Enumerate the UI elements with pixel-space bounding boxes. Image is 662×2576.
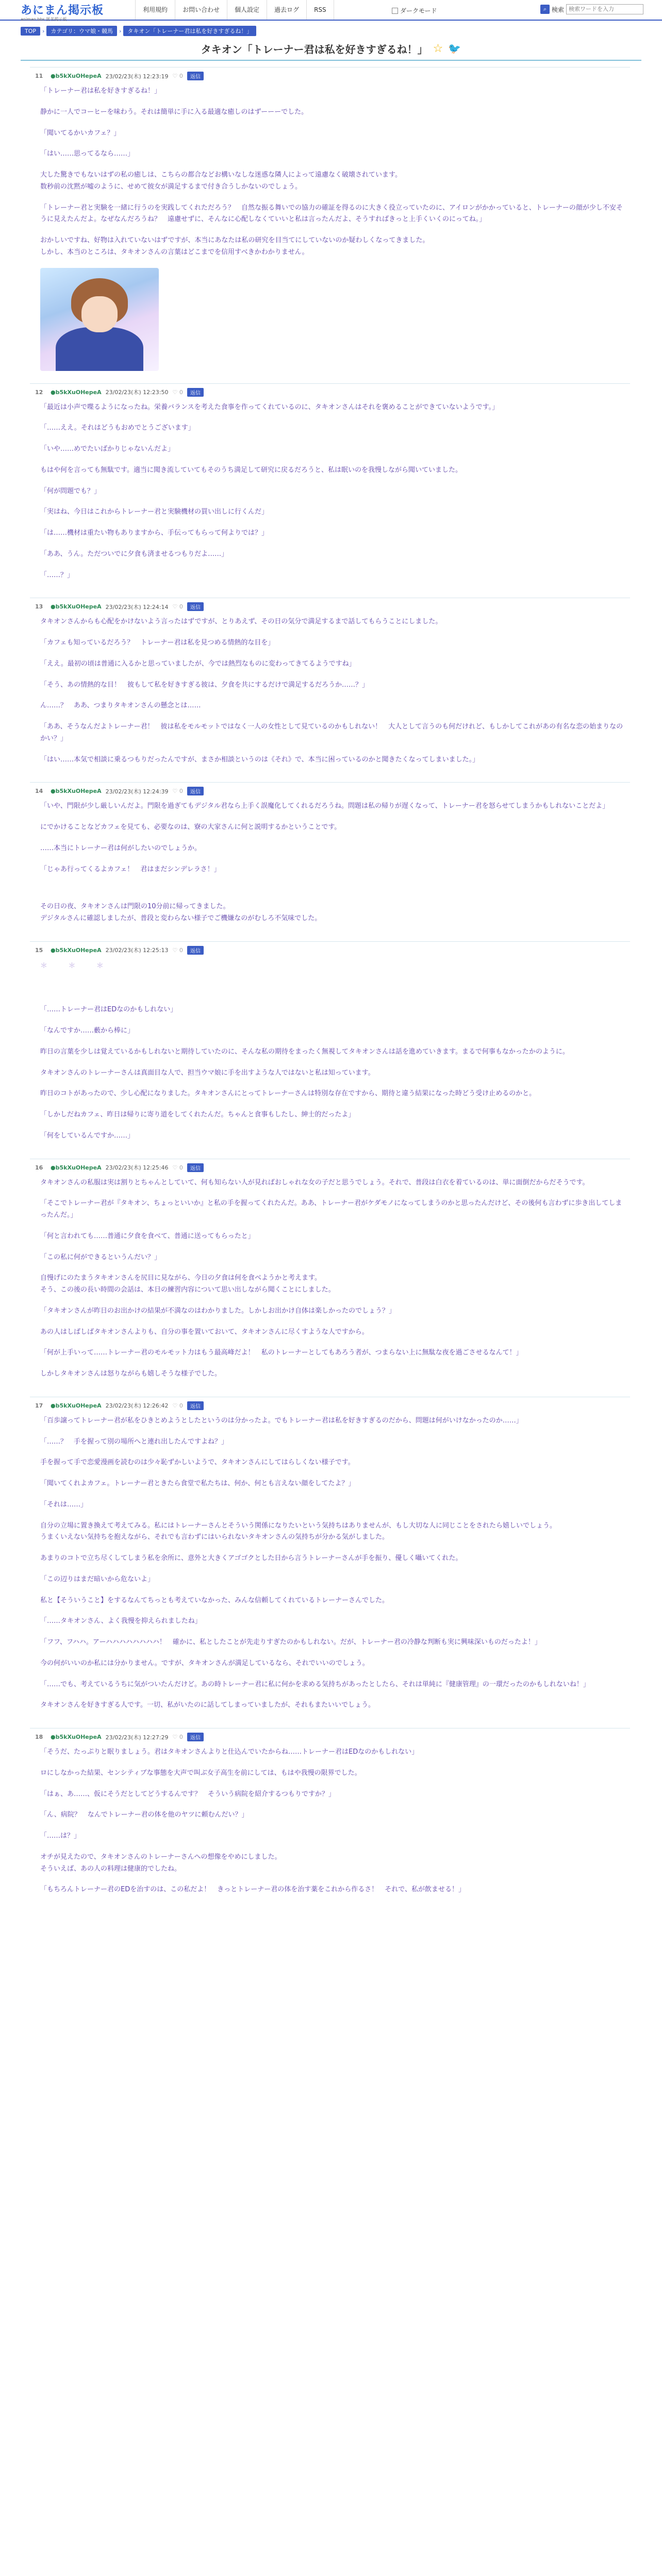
post-author[interactable]: ●b5kXuOHepeA — [51, 73, 102, 79]
dark-mode-checkbox[interactable] — [392, 8, 398, 14]
post-paragraph: 「聞いてくれよカフェ。トレーナー君ときたら食堂で私たちは、何か、何とも言えない顔をしてたよ？」 — [40, 1480, 355, 1487]
post-header — [35, 946, 625, 955]
post-body — [35, 1747, 625, 1896]
site-logo[interactable] — [21, 2, 104, 22]
post-paragraph: タキオンさんの私服は実は割りとちゃんとしていて、何も知らない人が見ればおしゃれな女の子だと思うでしょう。それで、普段は白衣を着ているのは、単に面倒だからだそうです。 — [40, 1178, 589, 1187]
post-header — [35, 787, 625, 795]
post-paragraph: 「いや、門限が少し厳しいんだよ。門限を過ぎてもデジタル君なら上手く誤魔化してくれるだろうね。問題は私の帰りが遅くなって、トレーナー君を怒らせてしまうかもしれないことだよ」 — [40, 802, 609, 810]
post-paragraph: しかしタキオンさんは怒りながらも嬉しそうな様子でした。 — [40, 1370, 222, 1378]
post — [30, 1397, 630, 1728]
post — [30, 598, 630, 782]
reply-button[interactable]: 返信 — [187, 1401, 204, 1410]
post-paragraph: 自慢げにのたまうタキオンさんを尻目に見ながら、今日の夕食は何を食べようかと考えます。 そう、この後の長い時間の会話は、本日の練習内容について思い出しながら聞くことにしました。 — [40, 1274, 335, 1294]
post-paragraph: ん……？ ああ、つまりタキオンさんの懸念とは…… — [40, 702, 201, 710]
post-paragraph: 「もちろんトレーナー君のEDを治すのは、この私だよ！ きっとトレーナー君の体を治す薬をこれから作るさ！ それで、私が飲ませる！」 — [40, 1886, 465, 1894]
post-paragraph: 静かに一人でコーヒーを味わう。それは簡単に手に入る最適な癒しのはずーーーでした。 — [40, 108, 308, 116]
search-box — [540, 4, 643, 14]
post-paragraph: 「タキオンさんが昨日のお出かけの結果が不満なのはわかりました。しかしお出かけ自体は楽しかったのでしょう？」 — [40, 1307, 396, 1315]
post-paragraph: 「何が上手いって……トレーナー君のモルモット力はもう最高峰だよ！ 私のトレーナーとしてもあろう者が、つまらない上に無駄な夜を過ごさせるなんて！」 — [40, 1349, 523, 1357]
like-button[interactable]: ♡ 0 — [172, 388, 183, 396]
logo-subtext: animan bbs 匿名掲示板 — [21, 17, 67, 22]
post-author[interactable]: ●b5kXuOHepeA — [51, 1734, 102, 1740]
reply-button[interactable]: 返信 — [187, 1733, 204, 1741]
post-paragraph: あまりのコトで立ち尽くしてしまう私を余所に、意外と大きくアゴゴクとした日から言うトレーナーさんが手を振り、優しく囁いてくれた。 — [40, 1554, 462, 1562]
post-paragraph: 「そう、あの情熱的な目！ 彼もして私を好きすぎる彼は、夕食を共にするだけで満足するだろうか……？」 — [40, 681, 369, 689]
post-number: 15 — [35, 946, 43, 954]
post-author[interactable]: ●b5kXuOHepeA — [51, 1402, 102, 1409]
post-author[interactable]: ●b5kXuOHepeA — [51, 946, 102, 954]
post-body — [35, 1415, 625, 1711]
post-header — [35, 1401, 625, 1410]
image-figure-face — [81, 296, 118, 332]
twitter-share-icon[interactable]: 🐦 — [448, 42, 461, 55]
post-paragraph: 「ああ、そうなんだよトレーナー君！ 彼は私をモルモットではなく一人の女性として見ているのかもしれない！ 大人として言うのも何だけれど、もしかしてこれがあの有名な恋の始まりなのかい？」 — [40, 723, 623, 742]
reply-button[interactable]: 返信 — [187, 72, 204, 80]
site-header — [0, 0, 662, 21]
post-paragraph: オチが見えたので、タキオンさんのトレーナーさんへの想像をやめにしました。 そういえば、あの人の料理は健康的でしたね。 — [40, 1853, 282, 1873]
post-paragraph: 「……トレーナー君はEDなのかもしれない」 — [40, 1006, 177, 1014]
post-paragraph: 昨日の言葉を少しは覚えているかもしれないと期待していたのに、そんな私の期待をまったく無視してタキオンさんは話を進めていきます。まるで何事もなかったかのように。 — [40, 1047, 569, 1056]
post-paragraph: 「百歩譲ってトレーナー君が私をひきとめようとしたというのは分かったよ。でもトレーナー君は私を好きすぎるのだから、問題は何がいけなかったのか……」 — [40, 1416, 523, 1425]
post-paragraph: その日の夜、タキオンさんは門限の10分前に帰ってきました。 デジタルさんに確認しましたが、普段と変わらない様子でご機嫌なのがむしろ不気味でした。 — [40, 903, 322, 922]
post-body — [35, 801, 625, 875]
post — [30, 1159, 630, 1397]
post-paragraph: 「聞いてるかいカフェ？」 — [40, 129, 121, 137]
post-list — [30, 67, 630, 1912]
post-date: 23/02/23(木) 12:24:39 — [105, 788, 169, 795]
post-paragraph: 「……ええ。それはどうもおめでとうございます」 — [40, 424, 195, 432]
post-paragraph: 「何をしているんですか……」 — [40, 1131, 135, 1140]
post-paragraph: 「最近は小声で喋るようになったね。栄養バランスを考えた食事を作ってくれているのに、タキオンさんはそれを褒めることができていないようです。」 — [40, 403, 499, 411]
post-author[interactable]: ●b5kXuOHepeA — [51, 788, 102, 795]
post — [30, 782, 630, 892]
post-image[interactable] — [40, 268, 159, 371]
post — [30, 383, 630, 598]
section-break: ＊ ＊ ＊ — [40, 961, 113, 970]
post-number: 17 — [35, 1402, 43, 1409]
reply-button[interactable]: 返信 — [187, 787, 204, 795]
post-paragraph: 「トレーナー君と実験を一緒に行うのを実践してくれただろう？ 自然な振る舞いでの協力の確証を得るのに大きく役立っていたのに、アイロンがかかっていると、トレーナーの顔が少し不安そうに見えたんだよ。なぜなんだろうね？ 遠慮せずに、そんなに心配しなくていいと私は言ったんだよ、そうすればきっと上手くいくのにってね。」 — [40, 204, 623, 224]
reply-button[interactable]: 返信 — [187, 1163, 204, 1172]
post-paragraph: 「……？」 — [40, 571, 74, 579]
reply-button[interactable]: 返信 — [187, 602, 204, 611]
post-paragraph: もはや何を言っても無駄です。適当に聞き流していてもそのうち満足して研究に戻るだろうと、私は眠いのを我慢しながら聞いていました。 — [40, 466, 462, 474]
post-paragraph: 「しかしだねカフェ、昨日は帰りに寄り道をしてくれたんだ。ちゃんと食事もしたし、紳士的だったよ」 — [40, 1111, 355, 1118]
post-paragraph: タキオンさんからも心配をかけないよう言ったはずですが、とりあえず、その日の気分で満足するまで話してもらうことにしました。 — [40, 618, 442, 626]
post-paragraph: 手を握って手で恋愛漫画を読むのは少々恥ずかしいようで、タキオンさんにしてはらしくない様子です。 — [40, 1459, 355, 1467]
post-paragraph: おかしいですね、好物は入れていないはずですが、本当にあなたは私の研究を目当てにしていないのか疑わしくなってきました。 しかし、本当のところは、タキオンさんの言葉はどこまでを信用すべきかわかりません。 — [40, 236, 429, 256]
post-paragraph: ……本当にトレーナー君は何がしたいのでしょうか。 — [40, 844, 202, 852]
breadcrumb-thread[interactable]: タキオン「トレーナー君は私を好きすぎるね！」 — [123, 26, 256, 36]
post-number: 13 — [35, 603, 43, 611]
post-paragraph: 「……でも、考えているうちに気がついたんだけど。あの時トレーナー君に私に何かを求める気持ちがあったとしたら、それは単純に『健康管理』の一環だったのかもしれないね！」 — [40, 1680, 590, 1688]
reply-button[interactable]: 返信 — [187, 946, 204, 955]
post-header — [35, 388, 625, 397]
post-body — [35, 402, 625, 582]
post-paragraph: 「……？ 手を握って別の場所へと連れ出したんですよね？」 — [40, 1437, 228, 1446]
post-body — [35, 616, 625, 766]
post-paragraph: タキオンさんのトレーナーさんは真面目な人で、担当ウマ娘に手を出すような人ではないと私は知っています。 — [40, 1069, 375, 1077]
post-paragraph: 「はい……本気で相談に乗るつもりだったんですが、まさか相談というのは《それ》で、本当に困っているのかと聞きたくなってしまいました。」 — [40, 755, 479, 764]
post-date: 23/02/23(木) 12:24:14 — [105, 603, 169, 611]
search-label: 検索 — [551, 6, 564, 13]
post-paragraph: 昨日のコトがあったので、少し心配になりました。タキオンさんにとってトレーナーさんは特別な存在ですから、期待と違う結果になった時どう受け止めるのかと。 — [40, 1090, 536, 1098]
post-body — [35, 960, 625, 973]
post-number: 16 — [35, 1164, 43, 1171]
post-number: 14 — [35, 788, 43, 795]
post-paragraph: 「いや……めでたいばかりじゃないんだよ」 — [40, 445, 175, 453]
post-paragraph: 「ええ。最初の頃は普通に入るかと思っていましたが、今では熱烈なものに変わってきてるようですね」 — [40, 659, 356, 668]
post-date: 23/02/23(木) 12:26:42 — [105, 1402, 169, 1410]
post-paragraph: 「実はね、今日はこれからトレーナー君と実験機材の買い出しに行くんだ」 — [40, 508, 269, 516]
like-button[interactable]: ♡ 0 — [172, 603, 183, 611]
post-paragraph: 「トレーナー君は私を好きすぎるね！」 — [40, 87, 161, 95]
like-button[interactable]: ♡ 0 — [172, 946, 183, 954]
post-paragraph: 「……は？」 — [40, 1832, 81, 1840]
post-paragraph: 「じゃあ行ってくるよカフェ！ 君はまだシンデレラさ！」 — [40, 865, 221, 873]
post-body — [35, 1177, 625, 1380]
post-author[interactable]: ●b5kXuOHepeA — [51, 388, 102, 396]
post-date: 23/02/23(木) 12:23:19 — [105, 73, 169, 80]
post-author[interactable]: ●b5kXuOHepeA — [51, 1164, 102, 1171]
post-date: 23/02/23(木) 12:27:29 — [105, 1734, 169, 1741]
post-date: 23/02/23(木) 12:23:50 — [105, 389, 169, 396]
post-paragraph: 大した驚きでもないはずの私の癒しは、こちらの都合などお構いなしな迷惑な隣人によって遠慮なく破壊されています。 数秒前の沈黙が嘘のように、せめて彼女が満足するまで付き合うしかないのでしょう。 — [40, 171, 402, 191]
post-paragraph: 「……タキオンさん、よく我慢を抑えられましたね」 — [40, 1617, 202, 1625]
post-paragraph: 「は……機材は重たい物もありますから、手伝ってもらって何よりでは？」 — [40, 529, 269, 537]
search-input[interactable] — [566, 4, 643, 14]
breadcrumb-separator: › — [42, 27, 45, 35]
post-date: 23/02/23(木) 12:25:46 — [105, 1164, 169, 1171]
post-paragraph: 「フフ、フハハ。アーハハハハハハハハ！ 確かに、私としたことが先走りすぎたのかもしれない。だが、トレーナー君の冷静な判断も実に興味深いものだったよ！」 — [40, 1638, 541, 1646]
thread-title-bar — [21, 37, 641, 61]
post — [30, 1728, 630, 1912]
post-paragraph: 「はい……思ってるなら……」 — [40, 150, 135, 158]
nav-settings[interactable]: 個人設定 — [227, 0, 267, 20]
post-paragraph: 私と【そういうこと】をするなんてちっとも考えていなかった、みんな信頼してくれているトレーナーさんでした。 — [40, 1596, 389, 1604]
post-header — [35, 1163, 625, 1172]
post-paragraph: タキオンさんを好きすぎる人です。一切、私がいたのに話してしまっていましたが、それもまたいいでしょう。 — [40, 1701, 375, 1709]
post-paragraph: 自分の立場に置き換えて考えてみる。私にはトレーナーさんとそういう関係になりたいという気持ちはありませんが、もし大切な人に同じことをされたら嬉しいでしょう。 うまくいえない気持ちを抱えながら、それでも言わずにはいられないタキオンさんの気持ちが分かる気がしました。 — [40, 1521, 557, 1541]
post-paragraph: 「それは……」 — [40, 1500, 88, 1509]
post-number: 12 — [35, 388, 43, 396]
post-body — [35, 901, 625, 925]
search-icon[interactable]: ⌕ — [540, 5, 550, 14]
post-header — [35, 72, 625, 80]
post-number: 11 — [35, 73, 43, 79]
post-paragraph: 「そうだ、たっぷりと眠りましょう。君はタキオンさんよりと仕込んでいたからね……トレーナー君はEDなのかもしれない」 — [40, 1748, 419, 1756]
post — [30, 941, 630, 995]
breadcrumb — [21, 26, 256, 36]
favorite-star-icon[interactable]: ☆ — [433, 42, 443, 55]
top-nav — [135, 0, 334, 20]
nav-terms[interactable]: 利用規約 — [135, 0, 175, 20]
post-paragraph: 「なんですか……藪から棒に」 — [40, 1027, 135, 1035]
dark-mode-label: ダークモード — [400, 7, 437, 14]
post-header — [35, 602, 625, 611]
post-author[interactable]: ●b5kXuOHepeA — [51, 603, 102, 611]
post-number: 18 — [35, 1734, 43, 1740]
dark-mode-toggle[interactable] — [392, 6, 437, 15]
image-figure-coat — [56, 327, 143, 371]
post-paragraph: あの人はしばしばタキオンさんよりも、自分の事を置いておいて、タキオンさんに尽くすような人ですから。 — [40, 1328, 369, 1336]
post-date: 23/02/23(木) 12:25:13 — [105, 947, 169, 954]
post-paragraph: 「そこでトレーナー君が『タキオン、ちょっといいか』と私の手を握ってくれたんだ。ああ、トレーナー君がケダモノになってしまうのかと思ったんだけど、その後何も言わずに歩き出してしまったんだ。」 — [40, 1199, 622, 1219]
post-paragraph: にでかけることなどカフェを見ても、必要なのは、寮の大家さんに何と説明するかということです。 — [40, 823, 341, 831]
post-paragraph: 「ん、病院？ なんでトレーナー君の体を他のヤツに頼むんだい？」 — [40, 1811, 249, 1819]
post — [30, 892, 630, 941]
like-button[interactable]: ♡ 0 — [172, 73, 183, 79]
breadcrumb-top[interactable]: TOP — [21, 27, 40, 36]
breadcrumb-category[interactable]: カテゴリ：ウマ娘・競馬 — [46, 26, 117, 36]
post-paragraph: 「はぁ、あ……、仮にそうだとしてどうするんです？ そういう病院を紹介するつもりですか？」 — [40, 1790, 335, 1798]
nav-contact[interactable]: お問い合わせ — [175, 0, 227, 20]
post-paragraph: 「ああ、うん。ただついでに夕食も済ませるつもりだよ……」 — [40, 550, 228, 558]
like-button[interactable]: ♡ 0 — [172, 1402, 183, 1409]
thread-title: タキオン「トレーナー君は私を好きすぎるね！」 — [201, 43, 428, 56]
post-body — [35, 1004, 625, 1142]
post-paragraph: 「この私に何ができるというんだい？」 — [40, 1253, 161, 1261]
reply-button[interactable]: 返信 — [187, 388, 204, 397]
post-body — [35, 86, 625, 371]
post — [30, 995, 630, 1158]
post-paragraph: 「何が問題でも？」 — [40, 487, 101, 495]
like-button[interactable]: ♡ 0 — [172, 1164, 183, 1171]
post-paragraph: 「この辺りはまだ暗いから危ないよ」 — [40, 1575, 155, 1583]
post-paragraph: 「カフェも知っているだろう？ トレーナー君は私を見つめる情熱的な目を」 — [40, 639, 275, 647]
nav-archive[interactable]: 過去ログ — [267, 0, 306, 20]
like-button[interactable]: ♡ 0 — [172, 1734, 183, 1740]
post-header — [35, 1733, 625, 1741]
like-button[interactable]: ♡ 0 — [172, 788, 183, 795]
logo-text[interactable]: あにまん掲示板 — [21, 4, 104, 17]
nav-rss[interactable]: RSS — [306, 0, 334, 20]
post-paragraph: ロにしなかった結果、センシティブな事態を大声で叫ぶ女子高生を前にしては、もはや我慢の限界でした。 — [40, 1769, 361, 1777]
post-paragraph: 今の何がいいのか私には分かりません。ですが、タキオンさんが満足しているなら、それでいいのでしょう。 — [40, 1659, 369, 1667]
breadcrumb-separator: › — [119, 27, 122, 35]
post — [30, 67, 630, 383]
post-paragraph: 「何と言われても……普通に夕食を食べて、普通に送ってもらったと」 — [40, 1232, 255, 1240]
